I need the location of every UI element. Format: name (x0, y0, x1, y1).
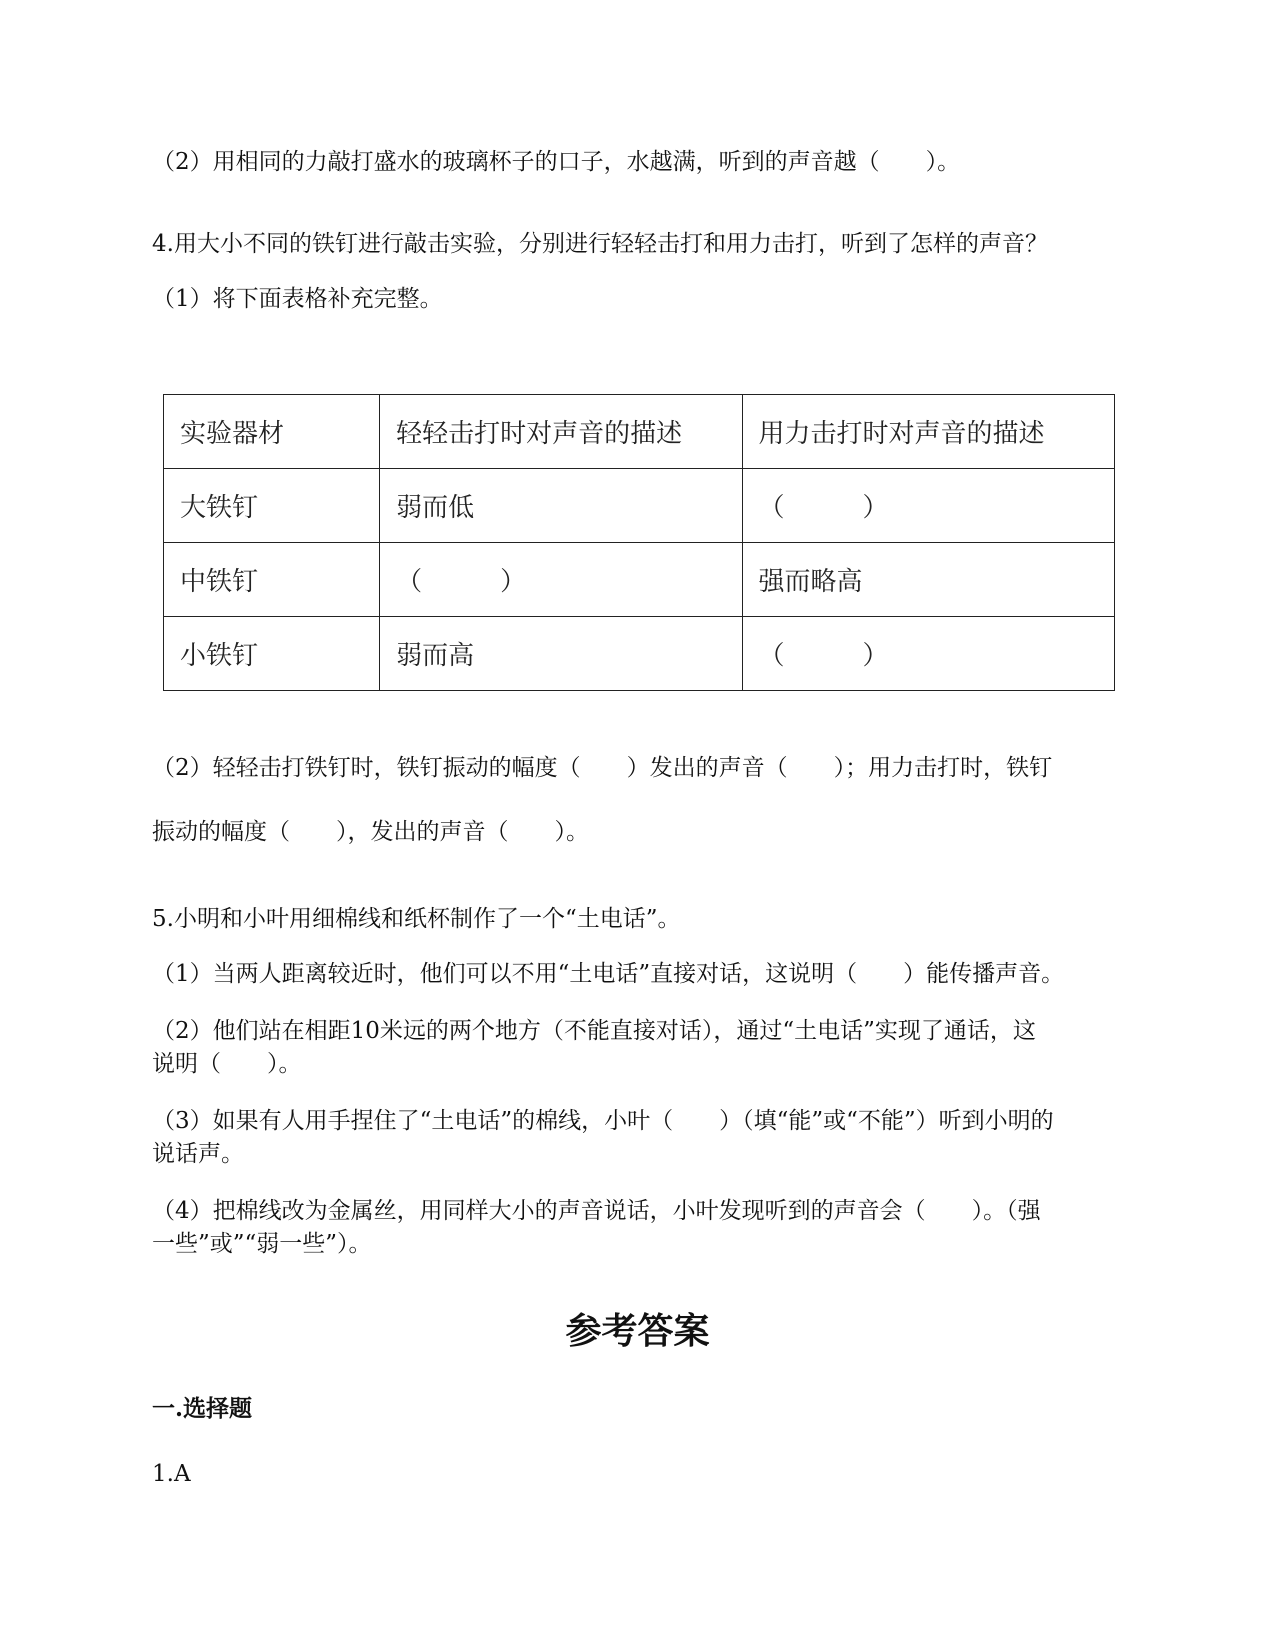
table-row (164, 469, 1115, 543)
q4-part1: （1）将下面表格补充完整。 (152, 286, 443, 312)
table-cell: 中铁钉 (164, 543, 380, 617)
table-row (164, 617, 1115, 691)
table-cell: 弱而低 (380, 469, 742, 543)
q5-part2-line2: 说明（ ）。 (152, 1051, 302, 1077)
table-cell-blank: （ ） (380, 543, 742, 617)
q5-part3-line1: （3）如果有人用手捏住了“土电话”的棉线，小叶（ ）（填“能”或“不能”）听到小明的 (152, 1108, 1054, 1134)
table-cell-blank: （ ） (742, 617, 1115, 691)
table-cell: 弱而高 (380, 617, 742, 691)
q4-stem: 4.用大小不同的铁钉进行敲击实验，分别进行轻轻击打和用力击打，听到了怎样的声音？ (152, 231, 1048, 257)
q5-part4-line1: （4）把棉线改为金属丝，用同样大小的声音说话，小叶发现听到的声音会（ ）。（强 (152, 1198, 1041, 1224)
table-header-cell: 用力击打时对声音的描述 (742, 395, 1115, 469)
q4-part2-line2: 振动的幅度（ ），发出的声音（ ）。 (152, 819, 589, 845)
q5-stem: 5.小明和小叶用细棉线和纸杯制作了一个“土电话”。 (152, 906, 681, 932)
q5-part3-line2: 说话声。 (152, 1141, 244, 1167)
q5-part2-line1: （2）他们站在相距10米远的两个地方（不能直接对话），通过“土电话”实现了通话，这 (152, 1018, 1036, 1044)
table-header-cell: 实验器材 (164, 395, 380, 469)
table-cell-blank: （ ） (742, 469, 1115, 543)
q5-part4 (152, 1195, 1132, 1261)
table-cell: 小铁钉 (164, 617, 380, 691)
answer-item: 1.A (152, 1461, 191, 1487)
q5-part1: （1）当两人距离较近时，他们可以不用“土电话”直接对话，这说明（ ）能传播声音。 (152, 961, 1065, 987)
q5-part4-line2: 一些”或”“弱一些”）。 (152, 1231, 372, 1257)
q5-part2 (152, 1015, 1132, 1081)
table-cell: 强而略高 (742, 543, 1115, 617)
q4-part2-line1: （2）轻轻击打铁钉时，铁钉振动的幅度（ ）发出的声音（ ）；用力击打时，铁钉 (152, 755, 1053, 781)
table-header-row (164, 395, 1115, 469)
section-heading: 一.选择题 (152, 1395, 253, 1422)
q5-part3 (152, 1105, 1132, 1171)
table-cell: 大铁钉 (164, 469, 380, 543)
table-row (164, 543, 1115, 617)
answers-title: 参考答案 (565, 1310, 710, 1352)
experiment-table (163, 394, 1115, 691)
q3-part2: （2）用相同的力敲打盛水的玻璃杯子的口子，水越满，听到的声音越（ ）。 (152, 149, 961, 175)
table-header-cell: 轻轻击打时对声音的描述 (380, 395, 742, 469)
